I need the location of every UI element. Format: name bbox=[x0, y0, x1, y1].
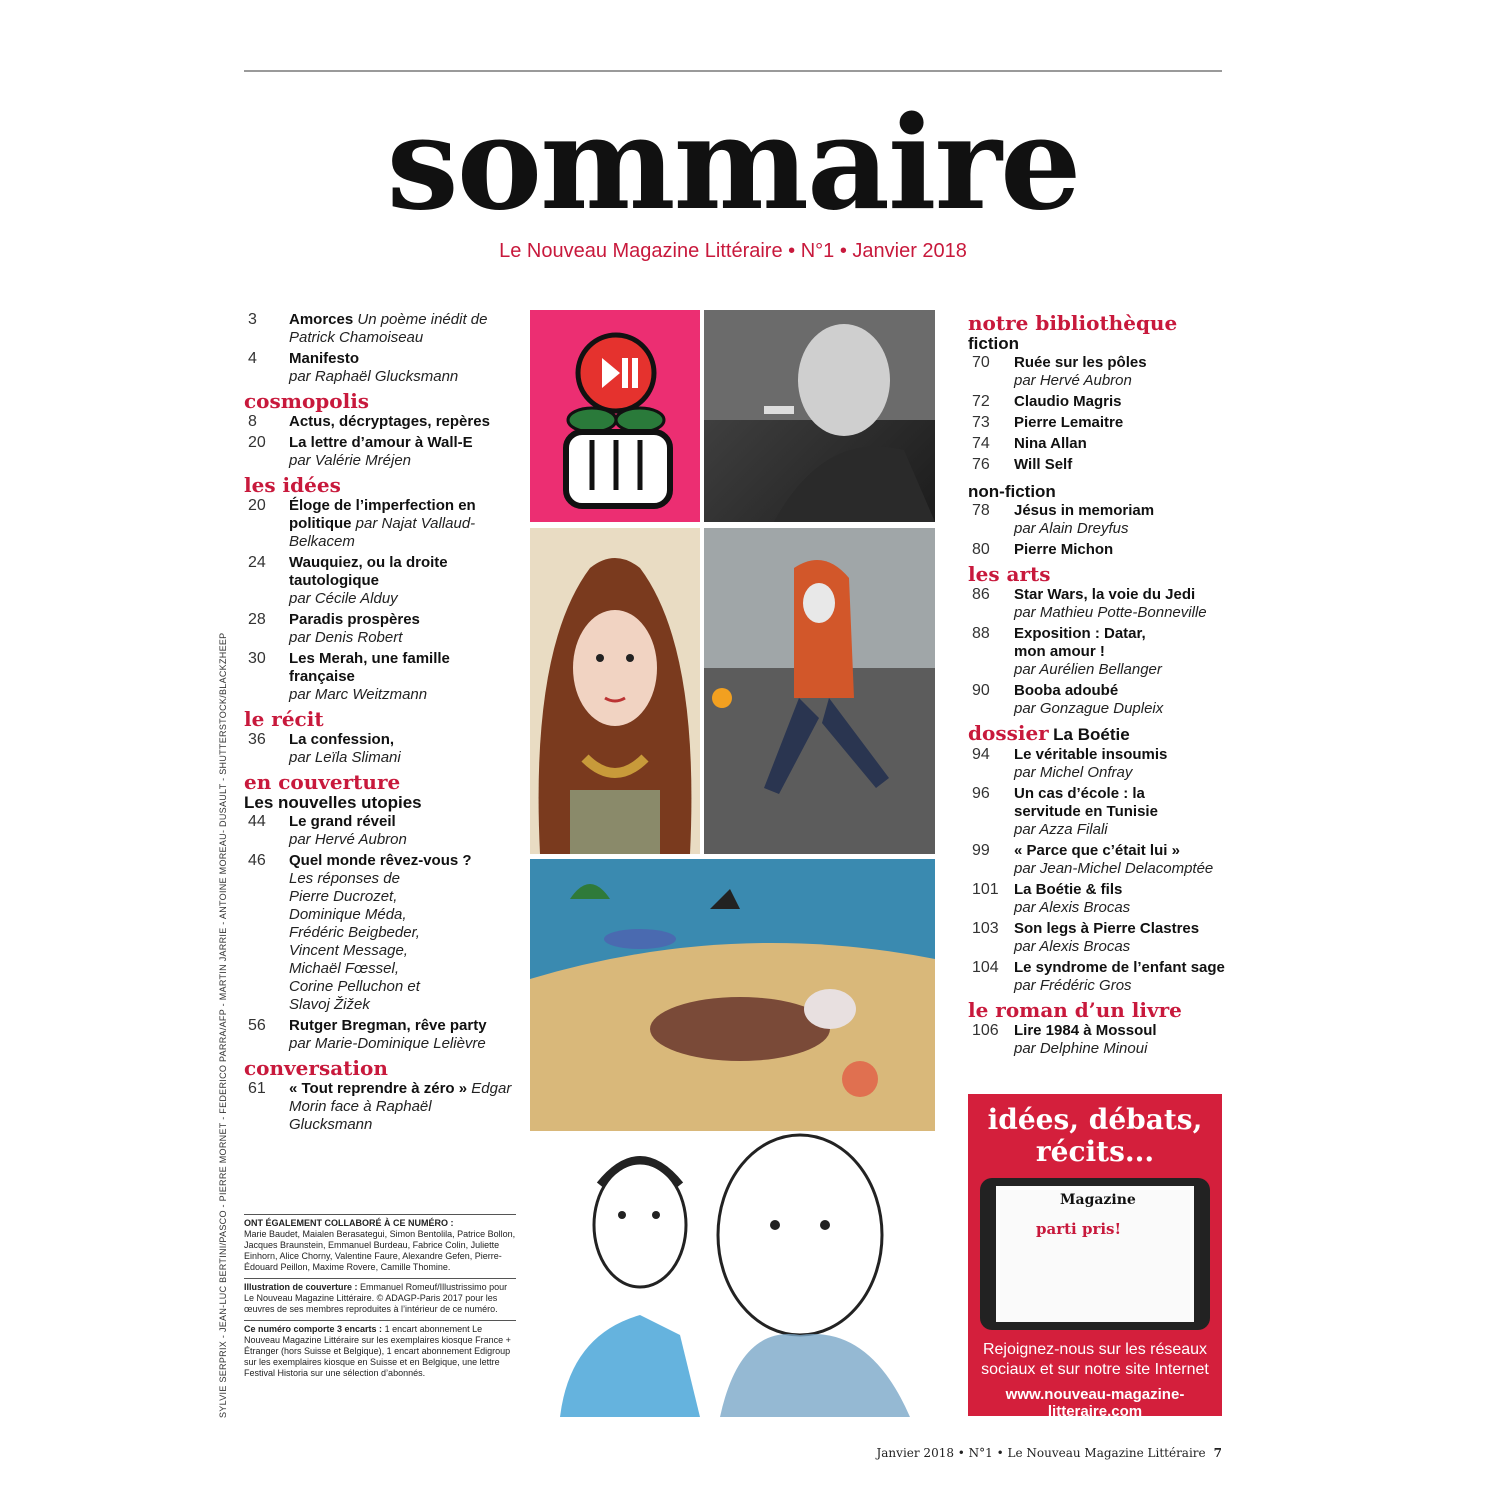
section-cosmopolis: cosmopolis bbox=[244, 389, 370, 413]
toc-entry[interactable]: 88 Exposition : Datar, mon amour ! par Aurélien Bellanger bbox=[972, 625, 1162, 678]
toc-intro bbox=[244, 311, 516, 386]
animal-painting bbox=[530, 859, 935, 1131]
toc-entry[interactable]: 74 Nina Allan bbox=[972, 435, 1087, 452]
morin-glucksmann-illustration bbox=[530, 1105, 962, 1417]
toc-entry[interactable]: 70 Ruée sur les pôles par Hervé Aubron bbox=[972, 354, 1147, 389]
promo-box[interactable] bbox=[968, 1094, 1222, 1420]
promo-headline: idées, débats, récits... bbox=[987, 1103, 1203, 1168]
fist-flower-icon bbox=[530, 310, 700, 522]
toc-entry[interactable]: 30 Les Merah, une famille française par Marc Weitzmann bbox=[248, 650, 450, 703]
fiction-subhead: fiction bbox=[968, 334, 1019, 353]
section-notre-bibliotheque: notre bibliothèque bbox=[968, 311, 1178, 335]
promo-url-link[interactable]: www.nouveau-magazine-litteraire.com bbox=[1005, 1386, 1185, 1420]
section-les-arts: les arts bbox=[968, 562, 1051, 586]
page-footer: Janvier 2018 • N°1 • Le Nouveau Magazine Littéraire 7 bbox=[876, 1446, 1222, 1460]
page-title: sommaire bbox=[386, 89, 1080, 239]
toc-entry[interactable]: 72 Claudio Magris bbox=[972, 393, 1122, 410]
toc-entry[interactable]: 90 Booba adoubé par Gonzague Dupleix bbox=[972, 682, 1164, 717]
smoking-man-photo bbox=[704, 310, 935, 522]
toc-entry[interactable]: 8 Actus, décryptages, repères bbox=[248, 413, 490, 430]
page-number: 7 bbox=[1213, 1446, 1222, 1460]
toc-entry[interactable]: 103 Son legs à Pierre Clastres par Alexis Brocas bbox=[972, 920, 1200, 955]
toc-entry[interactable]: 86 Star Wars, la voie du Jedi par Mathieu Potte-Bonneville bbox=[972, 586, 1207, 621]
collab-credits: ONT ÉGALEMENT COLLABORÉ À CE NUMÉRO : Marie Baudet, Maialen Berasategui, Simon Bentolila, Patrice Bollon, Jacques Braunstein, Emmanuel Burdeau, Fabrice Colin, Juliette Einhorn, Alice Chorny, Valentine Faure, Alexandre Gefen, Pierre-Édouard Peillon, Maxime Rovere, Camille Thomine. bbox=[244, 1218, 516, 1272]
toc-entry[interactable]: 28 Paradis prospères par Denis Robert bbox=[248, 611, 420, 646]
toc-entry[interactable]: 20 Éloge de l’imperfection en politique par Najat Vallaud-Belkacem bbox=[248, 497, 476, 550]
toc-entry[interactable]: 24 Wauquiez, ou la droite tautologique par Cécile Alduy bbox=[248, 554, 448, 607]
cover-credits: Illustration de couverture : Emmanuel Romeuf/Illustrissimo pour Le Nouveau Magazine Littéraire. © ADAGP-Paris 2017 pour les œuvres de ses membres reproduites à l’intérieur de ce numéro. bbox=[244, 1282, 508, 1314]
top-rule bbox=[244, 70, 1222, 72]
toc-left-column bbox=[244, 310, 516, 1137]
credits-rule bbox=[244, 1320, 516, 1321]
toc-entry[interactable]: 106 Lire 1984 à Mossoul par Delphine Minoui bbox=[972, 1022, 1157, 1057]
credits-rule bbox=[244, 1278, 516, 1279]
toc-entry[interactable]: 76 Will Self bbox=[972, 456, 1073, 473]
toc-entry[interactable]: 80 Pierre Michon bbox=[972, 541, 1114, 558]
toc-entry[interactable]: 61 « Tout reprendre à zéro » Edgar Morin face à Raphaël Glucksmann bbox=[248, 1080, 512, 1133]
section-les-idees: les idées bbox=[244, 473, 341, 497]
section-conversation: conversation bbox=[244, 1056, 388, 1080]
promo-text: Rejoignez-nous sur les réseaux sociaux et sur notre site Internet bbox=[981, 1341, 1209, 1378]
toc-entry[interactable]: 46 Quel monde rêvez-vous ? Les réponses de Pierre Ducrozet, Dominique Méda, Frédéric Beigbeder, Vincent Message, Michaël Fœssel, Corine Pelluchon et Slavoj Žižek bbox=[248, 852, 472, 1013]
section-roman-dun-livre: le roman d’un livre bbox=[968, 998, 1182, 1022]
toc-entry[interactable]: 36 La confession, par Leïla Slimani bbox=[248, 731, 401, 766]
tablet-mag-logo: Magazine bbox=[1060, 1192, 1136, 1208]
tablet-heading: parti pris! bbox=[1036, 1220, 1122, 1238]
toc-entry[interactable]: 104 Le syndrome de l’enfant sage par Frédéric Gros bbox=[972, 959, 1225, 994]
toc-entry[interactable]: 101 La Boétie & fils par Alexis Brocas bbox=[972, 881, 1131, 916]
toc-entry[interactable]: 3 Amorces Un poème inédit de Patrick Chamoiseau bbox=[248, 311, 488, 346]
tablet-icon bbox=[980, 1178, 1210, 1330]
woman-portrait-painting bbox=[530, 528, 700, 854]
section-en-couverture: en couverture bbox=[244, 770, 401, 794]
section-le-recit: le récit bbox=[244, 707, 324, 731]
toc-entry[interactable]: 96 Un cas d’école : la servitude en Tunisie par Azza Filali bbox=[972, 785, 1158, 838]
toc-entry[interactable]: 78 Jésus in memoriam par Alain Dreyfus bbox=[972, 502, 1155, 537]
credits-block bbox=[244, 1214, 516, 1384]
toc-entry[interactable]: 20 La lettre d’amour à Wall-E par Valérie Mréjen bbox=[248, 434, 473, 469]
tablet-screen bbox=[996, 1186, 1194, 1322]
encarts-credits: Ce numéro comporte 3 encarts : 1 encart abonnement Le Nouveau Magazine Littéraire sur les exemplaires kiosque France + Étranger (hors Suisse et Belgique), 1 encart abonnement Edigroup sur les exemplaires kiosque en Suisse et en Belgique, une lettre Festival Historia sur une sélection d’abonnés. bbox=[244, 1324, 511, 1378]
fist-illustration bbox=[530, 310, 700, 522]
protester-photo bbox=[704, 528, 935, 854]
toc-entry[interactable]: 99 « Parce que c’était lui » par Jean-Michel Delacomptée bbox=[972, 842, 1214, 877]
photo-credits: SYLVIE SERPRIX - JEAN-LUC BERTINI/PASCO - PIERRE MORNET - FEDERICO PARRA/AFP - MARTIN JARRIE - ANTOINE MOREAU- DUSAULT - SHUTTERSTOCK/BLACKZHEEP bbox=[218, 632, 228, 1418]
nonfiction-subhead: non-fiction bbox=[968, 482, 1056, 501]
credits-rule bbox=[244, 1214, 516, 1215]
toc-right-column bbox=[968, 308, 1226, 1061]
cover-subhead: Les nouvelles utopies bbox=[244, 793, 422, 812]
issue-subtitle: Le Nouveau Magazine Littéraire • N°1 • Janvier 2018 bbox=[499, 240, 967, 262]
toc-entry[interactable]: 4 Manifesto par Raphaël Glucksmann bbox=[248, 350, 459, 385]
toc-entry[interactable]: 44 Le grand réveil par Hervé Aubron bbox=[248, 813, 407, 848]
toc-entry[interactable]: 94 Le véritable insoumis par Michel Onfray bbox=[972, 746, 1168, 781]
toc-entry[interactable]: 73 Pierre Lemaitre bbox=[972, 414, 1124, 431]
toc-entry[interactable]: 56 Rutger Bregman, rêve party par Marie-Dominique Lelièvre bbox=[248, 1017, 487, 1052]
dossier-heading: dossier La Boétie bbox=[968, 721, 1130, 745]
